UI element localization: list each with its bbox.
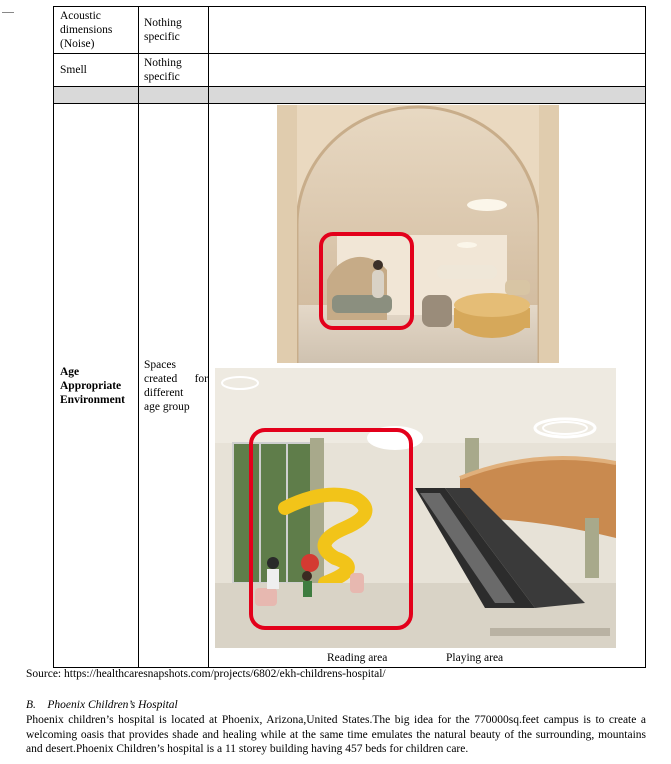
attribute-label: Smell [60,64,87,76]
page-edge-marker [2,12,14,13]
section-title: Phoenix Children’s Hospital [47,699,178,711]
attribute-cell [54,104,139,668]
response-cell [139,87,209,104]
reading-nook-photo [277,105,559,363]
section-label: B. [26,699,36,711]
response-line: created for [144,372,208,385]
response-line: different [144,386,184,399]
caption-reading-area: Reading area [327,652,388,664]
table-row [54,7,646,54]
reading-area-highlight [319,232,414,330]
reading-nook-illustration [277,105,559,363]
evidence-cell [209,7,646,54]
response-text: Nothing specific [144,57,182,83]
response-cell [139,104,209,668]
attribute-cell [54,7,139,54]
attribute-label: Acoustic dimensions (Noise) [60,10,113,50]
response-cell [139,54,209,87]
attribute-cell [54,87,139,104]
atrium-photo [215,368,616,648]
evidence-cell [209,87,646,104]
response-text: Nothing specific [144,17,182,43]
attribute-label: Age Appropriate Environment [60,365,125,406]
response-cell [139,7,209,54]
section-heading [26,699,178,711]
playing-area-highlight [249,428,413,630]
table-row [54,104,646,668]
evidence-cell [209,54,646,87]
table-row-shaded [54,87,646,104]
response-line: Spaces [144,358,176,371]
attribute-cell [54,54,139,87]
comparison-table [53,6,646,668]
response-line: age group [144,400,190,413]
source-citation: Source: https://healthcaresnapshots.com/projects/6802/ekh-childrens-hospital/ [26,668,386,680]
caption-playing-area: Playing area [446,652,504,664]
evidence-cell [209,104,646,668]
table-row [54,54,646,87]
section-paragraph: Phoenix children’s hospital is located at Phoenix, Arizona,United States.The big idea for the 770000sq.feet campus is to create a welcoming oasis that provides shade and healing while at the same time emulates the natural beauty of the surrounding, mountains and desert.Phoenix Children’s hospital is a 11 storey building having 457 beds for children care. [26,714,646,755]
